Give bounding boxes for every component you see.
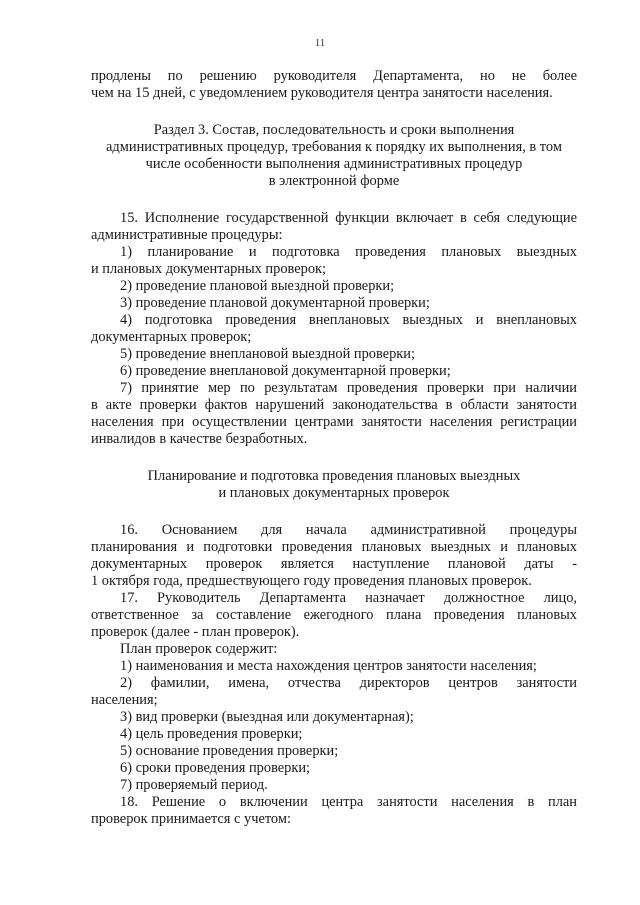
- plan-item-2: 2) фамилии, имена, отчества директоров центров занятости: [120, 675, 577, 691]
- p16-line: планирования и подготовки проведения плановых выездных и плановых: [91, 539, 577, 555]
- plan-item-2-cont: населения;: [91, 692, 158, 708]
- p16-line: 1 октября года, предшествующего году проведения плановых проверок.: [91, 573, 532, 589]
- plan-item-3: 3) вид проверки (выездная или документарная);: [120, 709, 414, 725]
- p18-line: проверок принимается с учетом:: [91, 811, 291, 827]
- plan-item-5: 5) основание проведения проверки;: [120, 743, 339, 759]
- plan-item-1: 1) наименования и места нахождения центров занятости населения;: [120, 658, 537, 674]
- plan-contents: [91, 641, 577, 794]
- heading-line: числе особенности выполнения административных процедур: [145, 156, 523, 172]
- p15-item-4: 4) подготовка проведения внеплановых выездных и внеплановых: [120, 312, 577, 328]
- p17-line: ответственное за составление ежегодного плана проведения плановых: [91, 607, 577, 623]
- paragraph-15: [91, 210, 577, 448]
- paragraph-18: [91, 794, 577, 828]
- p18-line: 18. Решение о включении центра занятости населения в план: [120, 794, 577, 810]
- paragraph-17: [91, 590, 577, 641]
- subheading-line: Планирование и подготовка проведения плановых выездных: [147, 468, 521, 484]
- page-number: 11: [314, 37, 326, 49]
- heading-line: в электронной форме: [268, 173, 400, 189]
- p17-line: проверок (далее - план проверок).: [91, 624, 300, 640]
- p15-item-1: 1) планирование и подготовка проведения плановых выездных: [120, 244, 577, 260]
- p15-item-7-cont: населения при осуществлении центрами занятости населения регистрации: [91, 414, 577, 430]
- p15-item-4-cont: документарных проверок;: [91, 329, 252, 345]
- subheading-line: и плановых документарных проверок: [218, 485, 450, 501]
- subsection-heading: [91, 468, 577, 502]
- p15-item-5: 5) проведение внеплановой выездной проверки;: [120, 346, 415, 362]
- plan-intro: План проверок содержит:: [120, 641, 278, 657]
- p15-line: административные процедуры:: [91, 227, 283, 243]
- p15-item-7-cont: инвалидов в качестве безработных.: [91, 431, 308, 447]
- p15-item-7-cont: в акте проверки фактов нарушений законодательства в области занятости: [91, 397, 577, 413]
- intro-line-1: продлены по решению руководителя Департамента, но не более: [91, 68, 577, 84]
- p16-line: документарных проверок является наступление плановой даты -: [91, 556, 577, 572]
- heading-line: административных процедур, требования к порядку их выполнения, в том: [106, 139, 562, 155]
- document-body: [91, 68, 577, 828]
- p15-item-3: 3) проведение плановой документарной проверки;: [120, 295, 430, 311]
- plan-item-4: 4) цель проведения проверки;: [120, 726, 303, 742]
- p15-item-2: 2) проведение плановой выездной проверки;: [120, 278, 395, 294]
- intro-line-2: чем на 15 дней, с уведомлением руководителя центра занятости населения.: [91, 85, 553, 101]
- p15-item-6: 6) проведение внеплановой документарной проверки;: [120, 363, 451, 379]
- heading-line: Раздел 3. Состав, последовательность и сроки выполнения: [153, 122, 515, 138]
- section-3-heading: [91, 122, 577, 190]
- p17-line: 17. Руководитель Департамента назначает должностное лицо,: [120, 590, 577, 606]
- p16-line: 16. Основанием для начала административной процедуры: [120, 522, 577, 538]
- plan-item-6: 6) сроки проведения проверки;: [120, 760, 311, 776]
- p15-line: 15. Исполнение государственной функции включает в себя следующие: [120, 210, 577, 226]
- plan-item-7: 7) проверяемый период.: [120, 777, 268, 793]
- paragraph-16: [91, 522, 577, 590]
- p15-item-7: 7) принятие мер по результатам проведения проверки при наличии: [120, 380, 577, 396]
- p15-item-1-cont: и плановых документарных проверок;: [91, 261, 327, 277]
